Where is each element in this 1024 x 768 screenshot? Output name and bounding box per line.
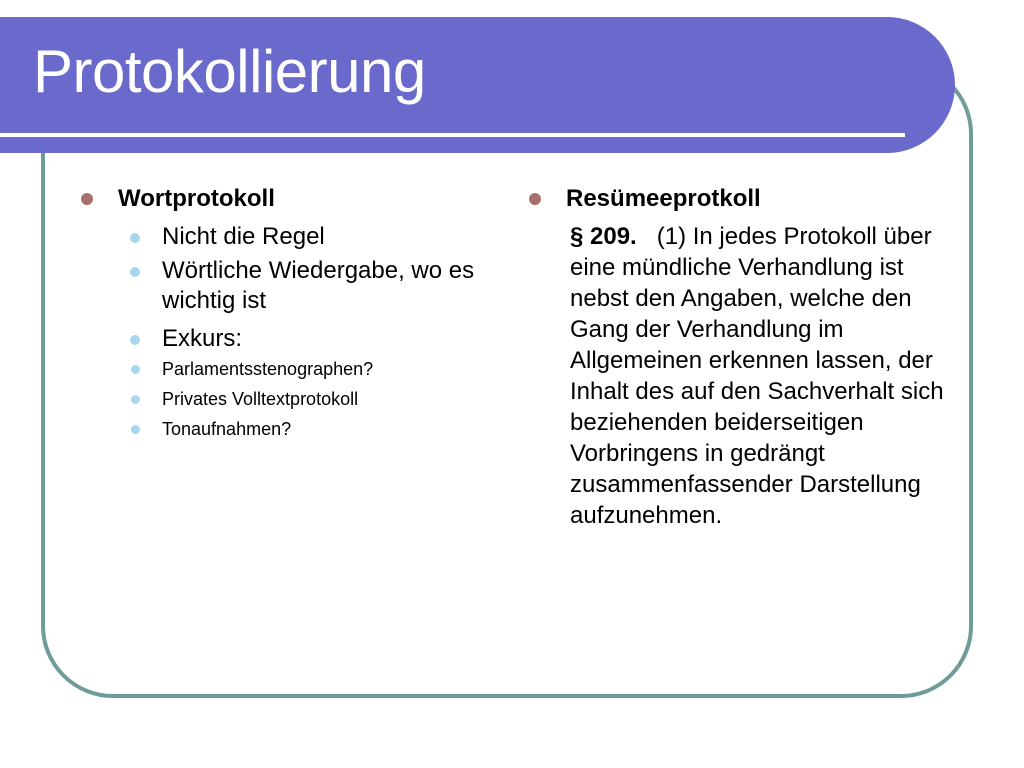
sub-sub-bullet-text: Privates Volltextprotokoll — [162, 389, 359, 409]
bullet-dot-icon — [529, 193, 541, 205]
sub-sub-bullet-item — [80, 384, 490, 414]
sub-bullet-item — [80, 324, 490, 354]
sub-bullet-text: Wörtliche Wiedergabe, wo es wichtig ist — [162, 257, 475, 314]
bullet-dot-icon — [81, 193, 93, 205]
sub-sub-bullet-item — [80, 354, 490, 384]
bullet-dot-icon — [131, 425, 140, 434]
right-column — [528, 184, 958, 531]
sub-bullet-item — [80, 222, 490, 252]
bullet-dot-icon — [130, 335, 140, 345]
heading-resuemeeprotokoll: Resümeeprotkoll — [566, 185, 761, 212]
bullet-dot-icon — [131, 395, 140, 404]
sub-sub-bullet-item — [80, 414, 490, 444]
left-column — [80, 184, 490, 444]
sub-sub-bullet-text: Parlamentsstenographen? — [162, 359, 374, 379]
paragraph-label: § 209. — [570, 223, 637, 250]
sub-bullet-text: Nicht die Regel — [162, 223, 325, 250]
sub-sub-bullet-text: Tonaufnahmen? — [162, 419, 292, 439]
bullet-dot-icon — [131, 365, 140, 374]
bullet-dot-icon — [130, 267, 140, 277]
sub-bullet-item — [80, 256, 490, 316]
bullet-dot-icon — [130, 233, 140, 243]
slide-title: Protokollierung — [33, 38, 426, 105]
bullet-item-wortprotokoll — [80, 184, 490, 214]
heading-wortprotokoll: Wortprotokoll — [118, 185, 275, 212]
bullet-item-resuemeeprotokoll — [528, 184, 958, 214]
paragraph-text: (1) In jedes Protokoll über eine mündliche Verhandlung ist nebst den Angaben, welche den Gang der Verhandlung im Allgemeinen erkennen lassen, der Inhalt des auf den Sachverhalt sich beziehenden beiderseitigen Vorbringens in gedrängt zusammenfassender Darstellung aufzunehmen. — [570, 223, 944, 529]
sub-bullet-text: Exkurs: — [162, 325, 243, 352]
title-underline — [0, 133, 905, 137]
legal-paragraph — [528, 221, 958, 531]
